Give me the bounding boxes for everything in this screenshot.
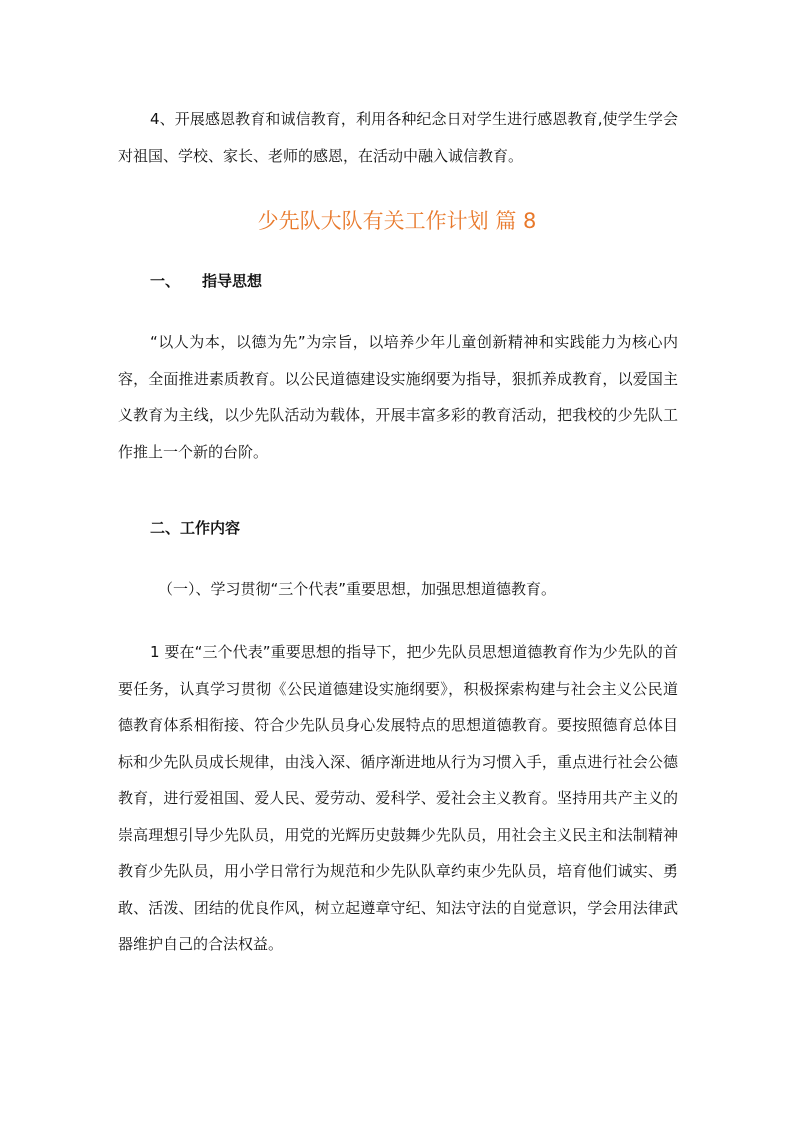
- section2-subheading: （一）、学习贯彻“三个代表”重要思想，加强思想道德教育。: [158, 580, 557, 598]
- section1-number: 一、: [150, 272, 181, 290]
- section2-paragraph: 1 要在“三个代表”重要思想的指导下，把少先队员思想道德教育作为少先队的首要任务，认真学习贯彻《公民道德建设实施纲要》，积极探索构建与社会主义公民道德教育体系相衔接、符合少先队员身心发展特点的思想道德教育。要按照德育总体目标和少先队员成长规律，由浅入深、循序渐进地从行为习惯入手，重点进行社会公德教育，进行爱祖国、爱人民、爱劳动、爱科学、爱社会主义教育。坚持用共产主义的崇高理想引导少先队员，用党的光辉历史鼓舞少先队员，用社会主义民主和法制精神教育少先队员，用小学日常行为规范和少先队队章约束少先队员，培育他们诚实、勇敢、活泼、团结的优良作风，树立起遵章守纪、知法守法的自觉意识，学会用法律武器维护自己的合法权益。: [118, 643, 678, 953]
- section1-heading: [150, 266, 262, 296]
- intro-paragraph: 4、开展感恩教育和诚信教育，利用各种纪念日对学生进行感恩教育,使学生学会对祖国、学校、家长、老师的感恩，在活动中融入诚信教育。: [118, 110, 678, 165]
- section1-title: 指导思想: [202, 272, 263, 290]
- page-title: 少先队大队有关工作计划 篇 8: [257, 209, 537, 233]
- section1-paragraph: “以人为本，以德为先”为宗旨，以培养少年儿童创新精神和实践能力为核心内容，全面推进素质教育。以公民道德建设实施纲要为指导，狠抓养成教育，以爱国主义教育为主线，以少先队活动为载体，开展丰富多彩的教育活动，把我校的少先队工作推上一个新的台阶。: [118, 333, 678, 461]
- section2-heading: 二、工作内容: [150, 519, 241, 537]
